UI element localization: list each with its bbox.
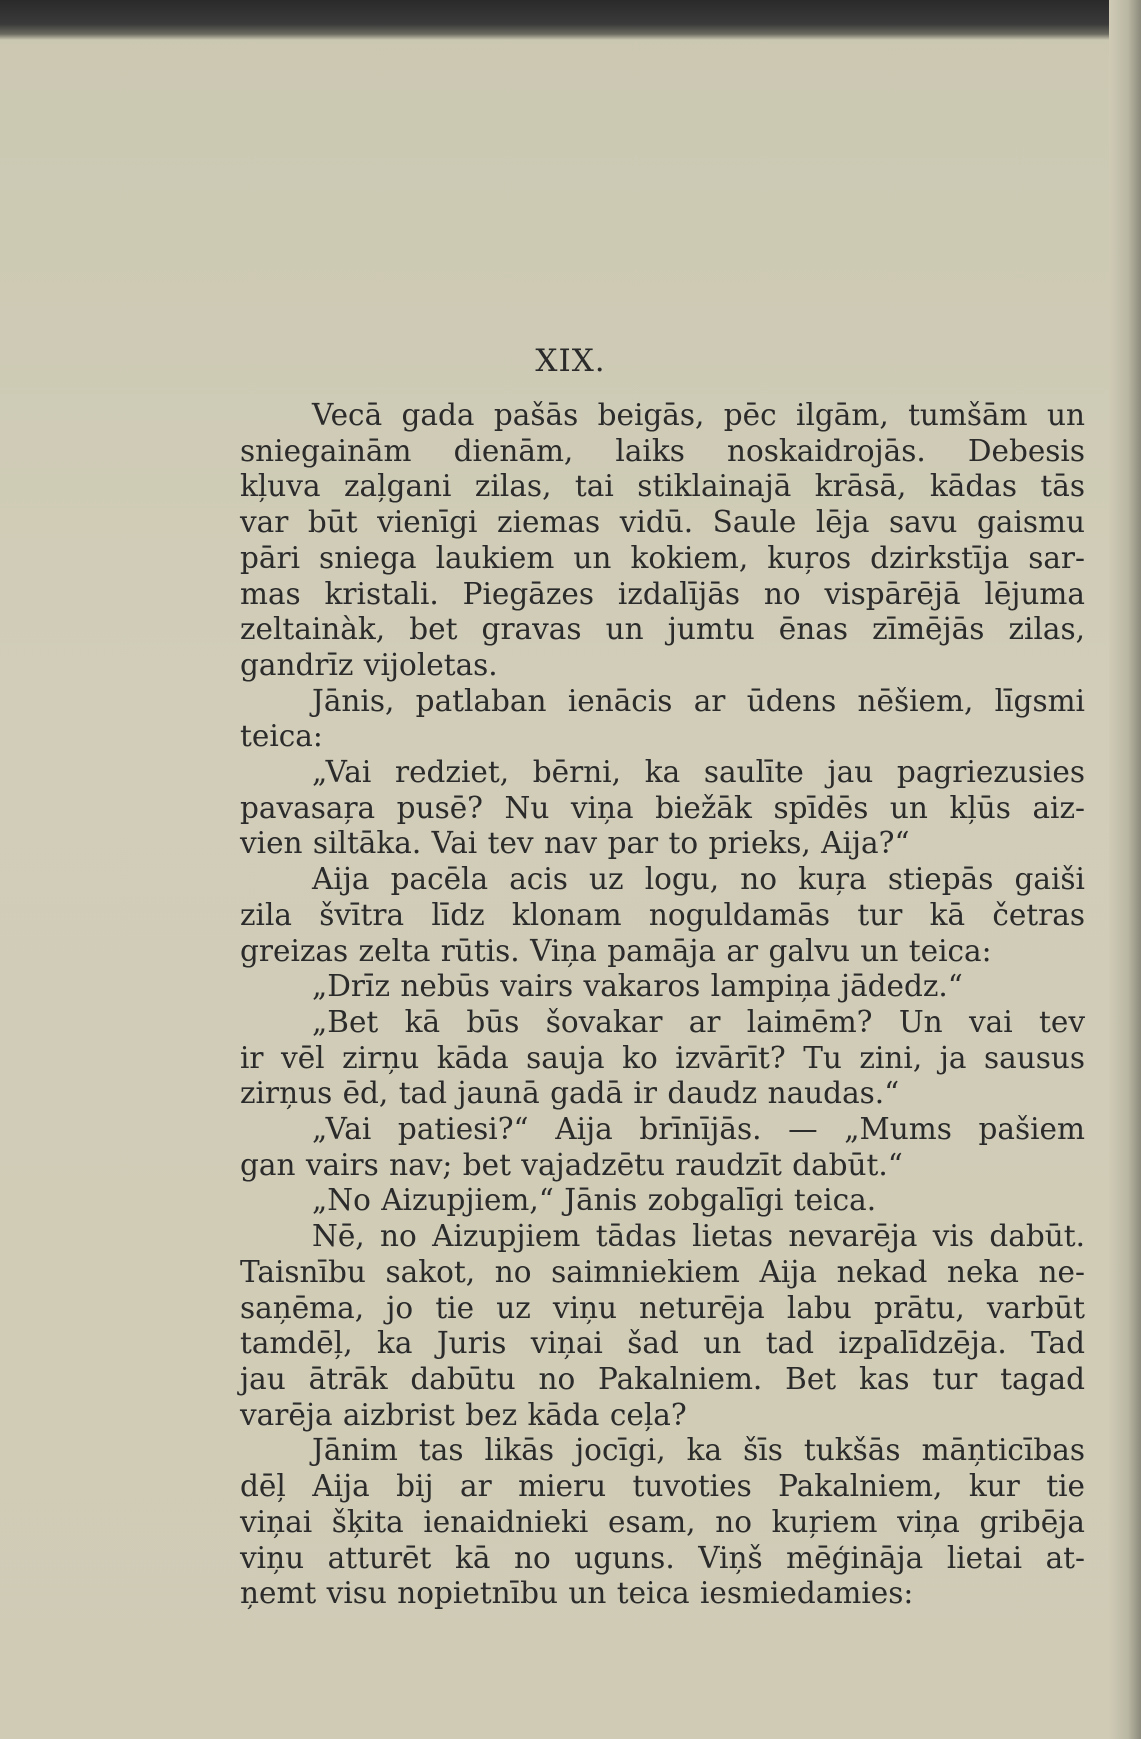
text-line: gandrīz vijoletas.	[240, 647, 498, 682]
text-line: „Bet kā būs šovakar ar laimēm? Un vai tev	[312, 1004, 1085, 1039]
text-line: Jānim tas likās jocīgi, ka šīs tukšās māņticības	[312, 1433, 1085, 1468]
text-line: varēja aizbrist bez kāda ceļa?	[240, 1397, 687, 1432]
text-line: zila švītra līdz klonam noguldamās tur kā četras	[240, 897, 1085, 932]
text-line: „Vai patiesi?“ Aija brīnījās. — „Mums pašiem	[312, 1112, 1085, 1147]
paragraph	[240, 1005, 1085, 1112]
text-line: pāri sniega laukiem un kokiem, kuŗos dzirkstīja sar-	[240, 540, 1085, 575]
text-line: var būt vienīgi ziemas vidū. Saule lēja savu gaismu	[240, 505, 1085, 540]
text-line: „No Aizupjiem,“ Jānis zobgalīgi teica.	[312, 1183, 877, 1218]
paragraph	[240, 1112, 1085, 1183]
scan-top-edge	[0, 0, 1141, 40]
text-line: ir vēl zirņu kāda sauja ko izvārīt? Tu zini, ja sausus	[240, 1040, 1085, 1075]
chapter-title: XIX.	[535, 343, 606, 379]
text-line: viņai šķita ienaidnieki esam, no kuŗiem viņa gribēja	[240, 1504, 1085, 1539]
paragraph	[240, 1219, 1085, 1433]
text-line: dēļ Aija bij ar mieru tuvoties Pakalniem, kur tie	[240, 1469, 1085, 1504]
text-line: Jānis, patlaban ienācis ar ūdens nēšiem, līgsmi	[312, 683, 1085, 718]
paragraph	[240, 398, 1085, 684]
text-line: sniegainām dienām, laiks noskaidrojās. Debesis	[240, 433, 1085, 468]
text-line: greizas zelta rūtis. Viņa pamāja ar galvu un teica:	[240, 933, 992, 968]
text-line: pavasaŗa pusē? Nu viņa biežāk spīdēs un kļūs aiz-	[240, 790, 1085, 825]
text-line: „Drīz nebūs vairs vakaros lampiņa jādedz.“	[312, 969, 963, 1004]
text-line: tamdēļ, ka Juris viņai šad un tad izpalīdzēja. Tad	[240, 1326, 1085, 1361]
text-line: zirņus ēd, tad jaunā gadā ir daudz naudas.“	[240, 1076, 900, 1111]
paragraph	[240, 969, 1085, 1005]
text-line: kļuva zaļgani zilas, tai stiklainajā krāsā, kādas tās	[240, 469, 1085, 504]
paragraph	[240, 684, 1085, 755]
text-line: vien siltāka. Vai tev nav par to prieks, Aija?“	[240, 826, 910, 861]
text-line: Aija pacēla acis uz logu, no kuŗa stiepās gaiši	[312, 862, 1085, 897]
text-line: „Vai redziet, bērni, ka saulīte jau pagriezusies	[312, 755, 1085, 790]
chapter-body	[240, 398, 1085, 1612]
text-line: mas kristali. Piegāzes izdalījās no vispārējā lējuma	[240, 576, 1085, 611]
text-line: jau ātrāk dabūtu no Pakalniem. Bet kas tur tagad	[240, 1361, 1085, 1396]
scan-right-edge	[1109, 0, 1141, 1739]
text-line: zeltainàk, bet gravas un jumtu ēnas zīmējās zilas,	[240, 612, 1085, 647]
text-line: saņēma, jo tie uz viņu neturēja labu prātu, varbūt	[240, 1290, 1085, 1325]
text-line: ņemt visu nopietnību un teica iesmiedamies:	[240, 1576, 914, 1611]
paragraph	[240, 1433, 1085, 1612]
text-line: viņu atturēt kā no uguns. Viņš mēģināja lietai at-	[240, 1540, 1085, 1575]
text-line: Vecā gada pašās beigās, pēc ilgām, tumšām un	[312, 398, 1085, 432]
paragraph	[240, 755, 1085, 862]
paragraph	[240, 1183, 1085, 1219]
text-line: gan vairs nav; bet vajadzētu raudzīt dabūt.“	[240, 1147, 903, 1182]
text-line: Taisnību sakot, no saimniekiem Aija nekad neka ne-	[240, 1254, 1085, 1289]
paragraph	[240, 862, 1085, 969]
text-line: Nē, no Aizupjiem tādas lietas nevarēja vis dabūt.	[312, 1219, 1085, 1254]
text-line: teica:	[240, 719, 323, 754]
